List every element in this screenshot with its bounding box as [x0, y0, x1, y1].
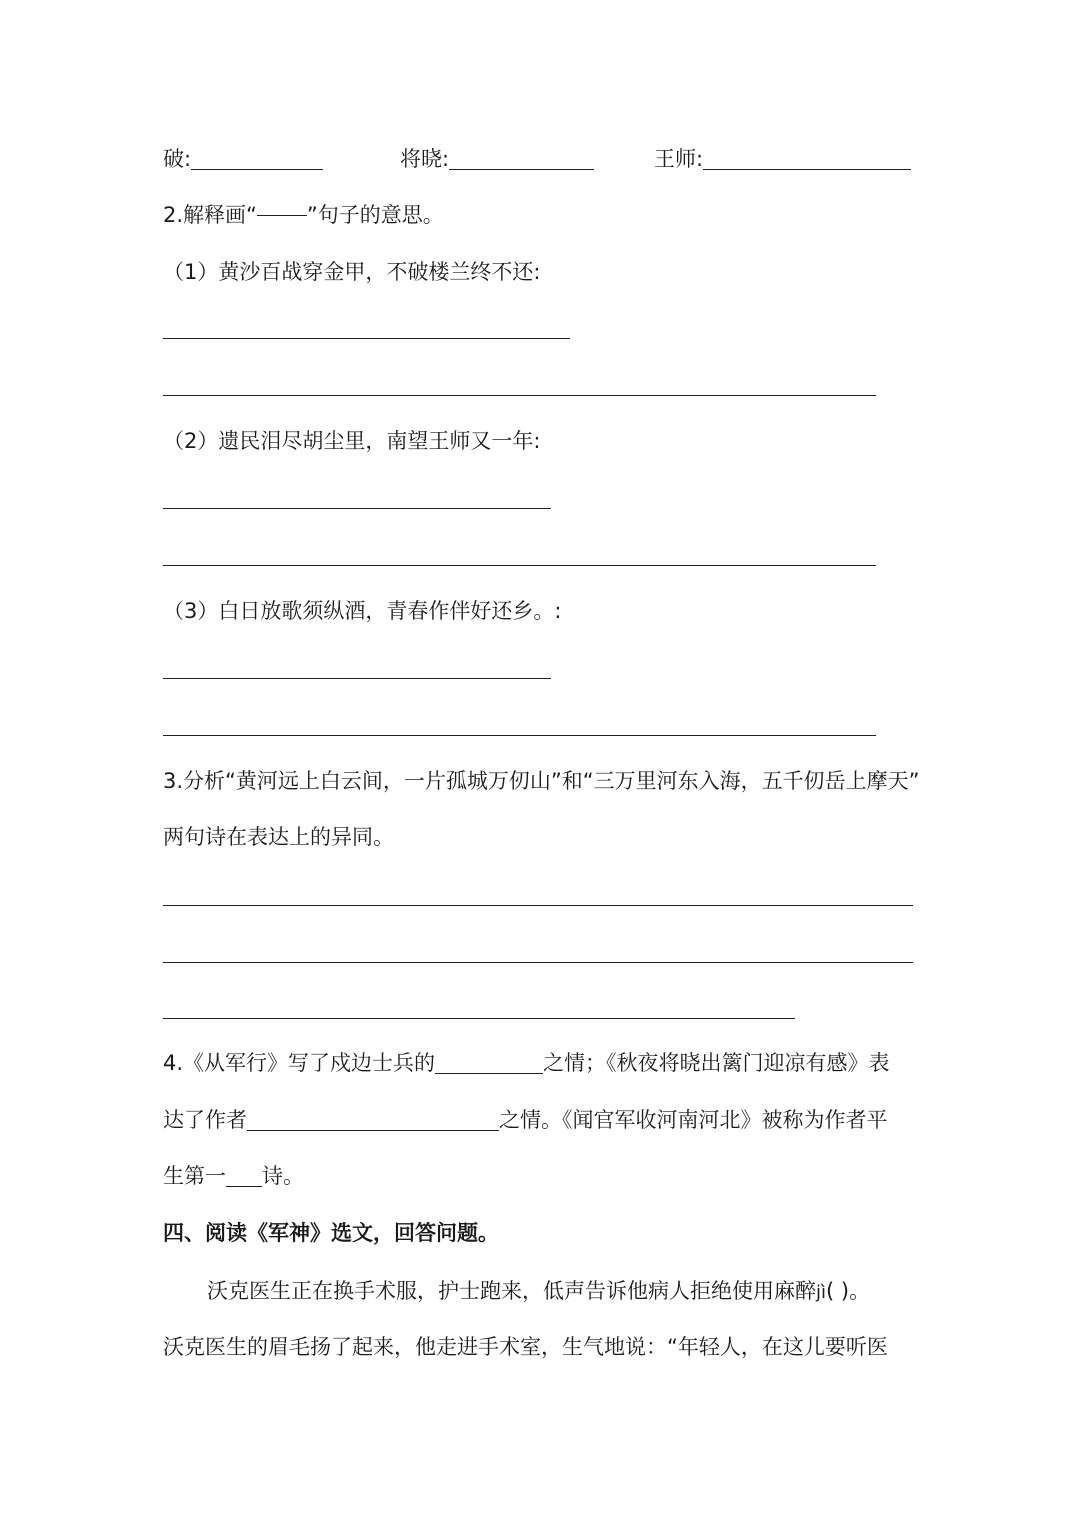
q2-title [163, 200, 444, 230]
term-po [163, 144, 323, 174]
term-wangshi [654, 144, 911, 174]
term-wangshi-blank[interactable] [703, 147, 911, 170]
q2-item-2: （2）遗民泪尽胡尘里，南望王师又一年: [163, 429, 541, 453]
q4-line-1 [163, 1048, 890, 1078]
passage-text: 沃克医生正在换手术服，护士跑来，低声告诉他病人拒绝使用麻醉 [207, 1279, 816, 1303]
q4-text: 诗。 [262, 1164, 304, 1188]
q4-text: 4.《从军行》写了戍边士兵的 [163, 1051, 436, 1075]
term-po-blank[interactable] [191, 147, 323, 170]
q4-text: 之情；《秋夜将晓出篱门迎凉有感》表 [543, 1051, 890, 1075]
q2-item-1: （1）黄沙百战穿金甲，不破楼兰终不还: [163, 260, 541, 284]
answer-line[interactable] [163, 678, 551, 679]
q4-blank-2[interactable] [247, 1108, 499, 1131]
term-jiangxiao [400, 144, 594, 174]
term-wangshi-label: 王师: [654, 147, 704, 171]
q4-line-2 [163, 1105, 888, 1135]
term-jiangxiao-label: 将晓: [400, 147, 450, 171]
answer-line[interactable] [163, 905, 913, 906]
passage-blank-paren[interactable]: ( )。 [826, 1279, 871, 1303]
q4-text: 达了作者 [163, 1108, 247, 1132]
q2-underline-sample [257, 203, 307, 216]
answer-line[interactable] [163, 395, 876, 396]
q4-blank-1[interactable] [435, 1051, 543, 1074]
pinyin-hint: jì [816, 1282, 827, 1303]
q4-text: 之情。《闻官军收河南河北》被称为作者平 [499, 1108, 888, 1132]
q2-item-3: （3）白日放歌须纵酒，青春作伴好还乡。: [163, 599, 562, 623]
term-po-label: 破: [163, 147, 192, 171]
answer-line[interactable] [163, 735, 876, 736]
q4-line-3 [163, 1161, 304, 1191]
q2-suffix: ”句子的意思。 [306, 203, 444, 227]
passage-line-2: 沃克医生的眉毛扬了起来，他走进手术室，生气地说：“年轻人，在这儿要听医 [163, 1335, 888, 1359]
q3-line-2: 两句诗在表达上的异同。 [163, 825, 394, 849]
q4-blank-3[interactable] [226, 1164, 262, 1187]
answer-line[interactable] [163, 565, 876, 566]
answer-line[interactable] [163, 962, 913, 963]
term-jiangxiao-blank[interactable] [449, 147, 594, 170]
answer-line[interactable] [163, 508, 551, 509]
q3-line-1: 3.分析“黄河远上白云间，一片孤城万仞山”和“三万里河东入海，五千仞岳上摩天” [163, 769, 920, 793]
answer-line[interactable] [163, 338, 570, 339]
q2-prefix: 2.解释画“ [163, 203, 257, 227]
passage-line-1 [207, 1276, 870, 1308]
answer-line[interactable] [163, 1018, 795, 1019]
section4-heading: 四、阅读《军神》选文，回答问题。 [163, 1221, 499, 1245]
q4-text: 生第一 [163, 1164, 226, 1188]
